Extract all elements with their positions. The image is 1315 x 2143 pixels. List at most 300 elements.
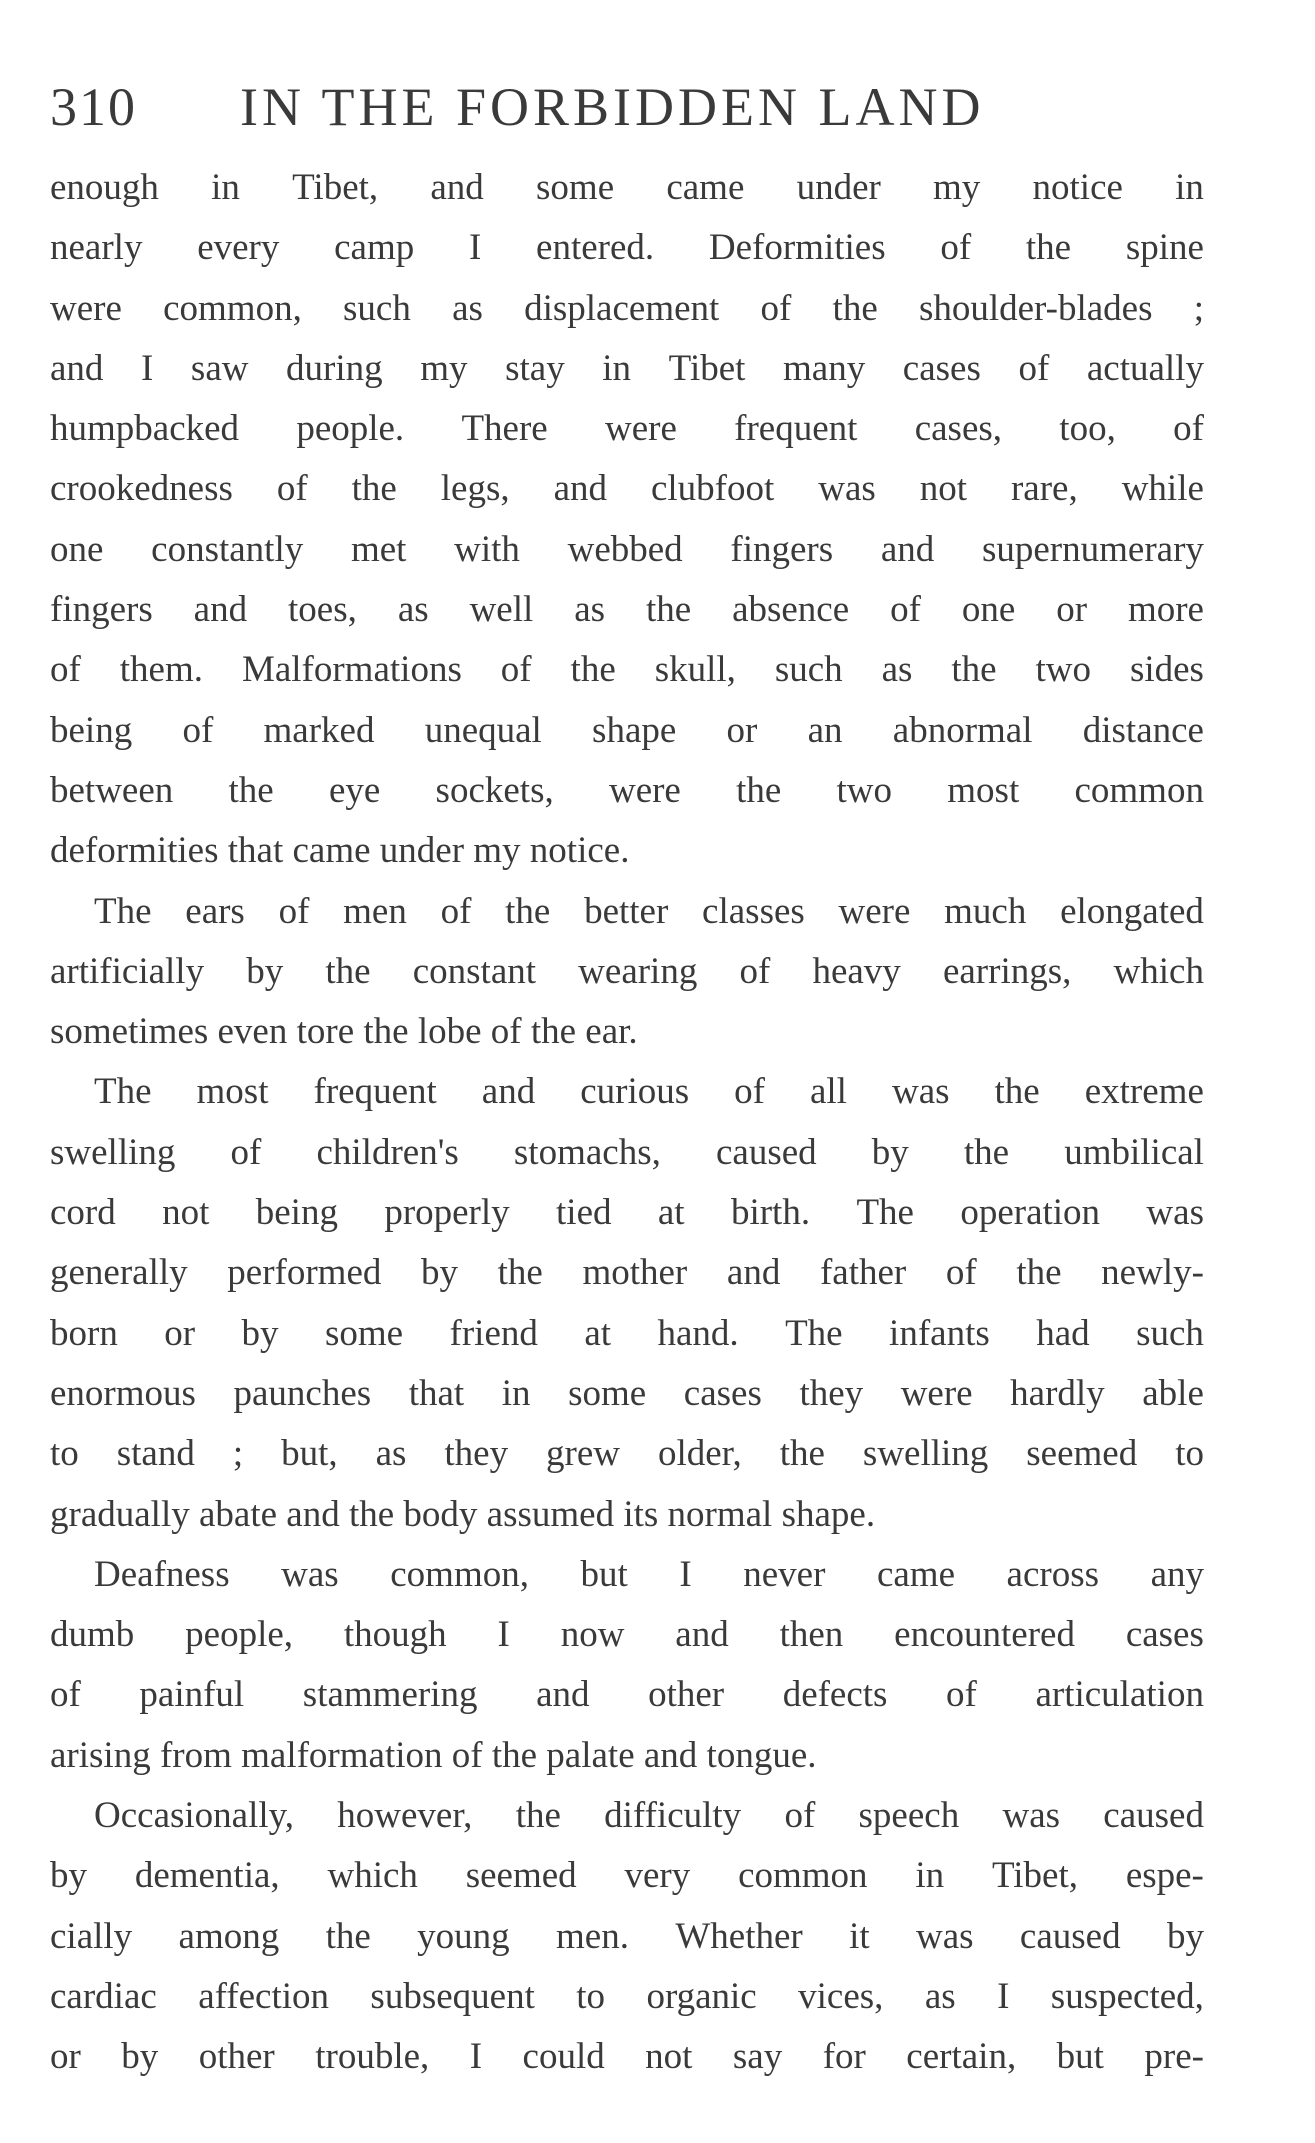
word: clubfoot [650,468,775,510]
word: fingers [50,589,153,631]
word: father [819,1252,907,1294]
word: the [645,589,692,631]
word: by [241,1312,279,1354]
word: unequal [424,709,542,751]
word: not [919,468,968,510]
word: caused [1019,1915,1121,1957]
word: suspected, [1050,1975,1204,2017]
word: cord [50,1192,116,1234]
running-head [50,72,1250,142]
word: people. [296,408,405,450]
word: were [900,1372,973,1414]
word: common [1074,769,1204,811]
word: abnormal [892,709,1033,751]
word: other [198,2036,275,2078]
word: or [1056,589,1088,631]
word: performed [227,1252,382,1294]
text-line [50,1545,1204,1605]
word: cases, [914,408,1003,450]
word: however, [337,1795,473,1837]
word: of [940,227,972,269]
word: or [164,1312,196,1354]
word: mother [582,1252,688,1294]
word: certain, [906,2036,1017,2078]
word: hand. [657,1312,739,1354]
word: stomachs, [513,1131,661,1173]
word: vices, [798,1975,884,2017]
word: but, [281,1433,338,1475]
word: though [343,1614,447,1656]
word: of [734,1071,765,1113]
text-line: arising from malformation of the palate and tongue. [50,1734,817,1776]
text-line: sometimes even tore the lobe of the ear. [50,1011,638,1053]
word: and [880,528,935,570]
word: Whether [675,1915,803,1957]
word: I [468,227,482,269]
word: born [50,1312,118,1354]
word: of [739,950,771,992]
word: much [944,890,1027,932]
word: all [809,1071,847,1113]
word: ; [232,1433,244,1475]
word: The [785,1312,843,1354]
word: newly- [1101,1252,1204,1294]
word: toes, [288,589,357,631]
word: difficulty [604,1795,742,1837]
word: I [497,1614,510,1656]
text-line [50,1183,1204,1243]
word: stand [116,1433,195,1475]
word: common, [390,1553,529,1595]
word: of [784,1795,816,1837]
word: seemed [465,1855,577,1897]
word: the [325,950,371,992]
word: being [50,709,133,751]
word: properly [384,1192,510,1234]
word: many [783,347,866,389]
word: was [818,468,876,510]
word: earrings, [942,950,1072,992]
word: pre- [1144,2036,1204,2078]
word: it [849,1915,870,1957]
word: I [469,2036,483,2078]
word: some [536,167,615,208]
word: most [947,769,1020,811]
word: of [946,1674,977,1716]
word: friend [449,1312,538,1354]
word: generally [50,1252,188,1294]
word: artificially [50,950,205,992]
word: as [375,1433,407,1475]
word: I [141,347,154,389]
word: two [836,769,893,811]
word: cardiac [50,1975,157,2017]
word: stammering [302,1674,478,1716]
word: articulation [1035,1674,1204,1716]
word: common [738,1855,868,1897]
word: umbilical [1064,1131,1204,1173]
word: better [584,890,669,932]
text-line [50,1304,1204,1364]
text-line [50,1364,1204,1424]
word: say [732,2036,783,2078]
text-line [50,882,1204,942]
word: saw [190,347,249,389]
word: the [951,649,997,691]
word: espe- [1125,1855,1204,1897]
word: other [648,1674,725,1716]
word: among [178,1915,280,1957]
word: in [915,1855,945,1897]
word: of [278,890,310,932]
word: but [1056,2036,1104,2078]
word: Deafness [94,1553,230,1595]
word: now [560,1614,625,1656]
text-line [50,761,1204,821]
word: cases [1125,1614,1204,1656]
word: and [675,1614,729,1656]
word: one [961,589,1016,631]
word: actually [1086,347,1204,389]
text-line: gradually abate and the body assumed its normal shape. [50,1493,876,1535]
word: of [945,1252,977,1294]
word: such [343,287,411,329]
word: by [871,1131,909,1173]
word: ears [185,890,245,932]
word: which [327,1855,418,1897]
word: rare, [1010,468,1078,510]
word: swelling [862,1433,989,1475]
word: the [963,1131,1010,1173]
word: to [1175,1433,1204,1475]
word: supernumerary [981,528,1204,570]
word: of [50,1674,81,1716]
word: the [1025,227,1072,269]
word: was [281,1553,339,1595]
word: two [1035,649,1092,691]
word: I [679,1553,692,1595]
word: such [774,649,843,691]
word: Tibet, [991,1855,1078,1897]
word: and [50,347,104,389]
word: speech [858,1795,960,1837]
word: grew [546,1433,621,1475]
word: or [726,709,758,751]
word: they [799,1372,864,1414]
word: classes [702,890,805,932]
word: the [832,287,878,329]
word: of [230,1131,262,1173]
word: were [50,287,122,329]
word: able [1142,1372,1204,1414]
word: at [584,1312,612,1354]
word: by [246,950,284,992]
word: as [574,589,606,631]
word: but [580,1553,628,1595]
word: encountered [894,1614,1075,1656]
text-line [50,459,1204,519]
word: cially [50,1915,133,1957]
word: of [890,589,921,631]
word: humpbacked [50,408,240,450]
text-line [50,1907,1204,1967]
word: was [891,1071,950,1113]
word: webbed [567,528,683,570]
word: being [255,1192,338,1234]
word: in [211,167,240,208]
word: men [343,890,407,932]
word: they [444,1433,509,1475]
word: people, [185,1614,294,1656]
word: across [1006,1553,1100,1595]
word: swelling [50,1131,176,1173]
word: one [50,528,104,570]
word: in [1175,167,1204,208]
word: were [838,890,911,932]
word: subsequent [370,1975,535,2017]
text-line [50,701,1204,761]
word: as [397,589,429,631]
text-line [50,1786,1204,1846]
word: The [94,1071,152,1113]
word: skull, [654,649,736,691]
word: cases [683,1372,762,1414]
word: distance [1082,709,1204,751]
word: the [779,1433,825,1475]
word: my [420,347,468,389]
word: of [1018,347,1050,389]
word: the [228,769,274,811]
text-line [50,158,1204,218]
word: as [452,287,483,329]
word: the [1016,1252,1062,1294]
word: absence [732,589,850,631]
word: by [50,1855,87,1897]
word: as [924,1975,956,2017]
word: The [856,1192,914,1234]
word: marked [263,709,375,751]
body-text [50,158,1204,2088]
word: fingers [730,528,834,570]
word: nearly [50,227,143,269]
word: had [1036,1312,1090,1354]
word: while [1121,468,1204,510]
word: enormous [50,1372,196,1414]
word: legs, [440,468,510,510]
word: painful [139,1674,245,1716]
word: to [576,1975,606,2017]
word: shoulder-blades [918,287,1153,329]
word: which [1113,950,1204,992]
word: were [605,408,677,450]
word: the [736,769,782,811]
word: men. [556,1915,629,1957]
text-line [50,1123,1204,1183]
word: every [197,227,280,269]
word: organic [646,1975,757,2017]
word: enough [50,167,159,208]
word: affection [198,1975,330,2017]
text-line [50,218,1204,278]
word: more [1127,589,1204,631]
word: constant [412,950,537,992]
word: was [916,1915,974,1957]
word: the [325,1915,371,1957]
word: or [50,2036,81,2078]
word: tied [556,1192,612,1234]
word: by [121,2036,159,2078]
word: and [481,1071,536,1113]
word: the [515,1795,561,1837]
word: seemed [1026,1433,1138,1475]
text-line [50,399,1204,459]
word: the [351,468,397,510]
word: between [50,769,174,811]
word: camp [334,227,415,269]
word: in [602,347,632,389]
word: cases [902,347,981,389]
word: entered. [536,227,655,269]
word: paunches [233,1372,372,1414]
word: heavy [812,950,901,992]
word: very [624,1855,691,1897]
text-line [50,1243,1204,1303]
text-line [50,1665,1204,1725]
word: There [461,408,548,450]
text-line [50,1605,1204,1665]
word: I [997,1975,1010,2017]
word: defects [782,1674,888,1716]
text-line [50,942,1204,1002]
word: an [807,709,843,751]
word: and [726,1252,781,1294]
word: such [1136,1312,1204,1354]
word: operation [960,1192,1101,1234]
word: and [193,589,248,631]
word: trouble, [315,2036,430,2078]
word: Tibet, [292,167,379,208]
text-line [50,2027,1204,2087]
word: displacement [524,287,720,329]
word: of [182,709,214,751]
word: Tibet [668,347,746,389]
word: Occasionally, [94,1795,294,1837]
word: and [553,468,608,510]
word: with [454,528,520,570]
word: not [645,2036,693,2078]
word: came [876,1553,955,1595]
word: elongated [1060,890,1204,932]
word: most [196,1071,269,1113]
word: came [666,167,745,208]
word: of [440,890,472,932]
text-line [50,1062,1204,1122]
text-line [50,339,1204,399]
word: extreme [1084,1071,1204,1113]
word: were [608,769,681,811]
word: children's [316,1131,459,1173]
word: of [50,649,81,691]
word: any [1150,1553,1204,1595]
word: the [497,1252,543,1294]
word: well [469,589,534,631]
word: crookedness [50,468,233,510]
word: the [570,649,616,691]
word: as [881,649,913,691]
text-line [50,580,1204,640]
word: dementia, [134,1855,280,1897]
word: frequent [313,1071,437,1113]
word: of [276,468,308,510]
word: The [94,890,152,932]
word: eye [328,769,381,811]
word: constantly [151,528,304,570]
word: notice [1032,167,1123,208]
word: for [822,2036,866,2078]
word: some [324,1312,404,1354]
word: under [796,167,881,208]
text-line [50,1846,1204,1906]
text-line: deformities that came under my notice. [50,830,630,872]
word: ; [1193,287,1204,329]
word: too, [1059,408,1116,450]
word: common, [163,287,302,329]
word: that [408,1372,465,1414]
word: dumb [50,1614,135,1656]
word: hardly [1010,1372,1105,1414]
word: met [350,528,407,570]
word: my [933,167,981,208]
word: sides [1129,649,1204,691]
word: older, [657,1433,742,1475]
word: during [286,347,383,389]
word: never [743,1553,826,1595]
word: infants [889,1312,990,1354]
text-line [50,279,1204,339]
word: sockets, [435,769,554,811]
word: wearing [578,950,698,992]
text-line [50,640,1204,700]
word: was [1146,1192,1204,1234]
word: by [1166,1915,1204,1957]
word: spine [1125,227,1204,269]
word: birth. [730,1192,811,1234]
word: could [522,2036,605,2078]
word: then [779,1614,844,1656]
word: in [501,1372,531,1414]
page-number: 310 [50,77,137,137]
word: the [994,1071,1040,1113]
text-line [50,1424,1204,1484]
word: and [430,167,484,208]
word: young [417,1915,510,1957]
word: caused [1103,1795,1204,1837]
word: of [500,649,532,691]
word: of [760,287,792,329]
word: of [1173,408,1204,450]
running-title: IN THE FORBIDDEN LAND [240,77,985,137]
word: frequent [734,408,858,450]
word: was [1002,1795,1061,1837]
word: Deformities [708,227,886,269]
word: caused [715,1131,817,1173]
word: shape [592,709,677,751]
text-line [50,1967,1204,2027]
text-line [50,520,1204,580]
word: stay [505,347,565,389]
word: some [568,1372,647,1414]
word: at [657,1192,685,1234]
